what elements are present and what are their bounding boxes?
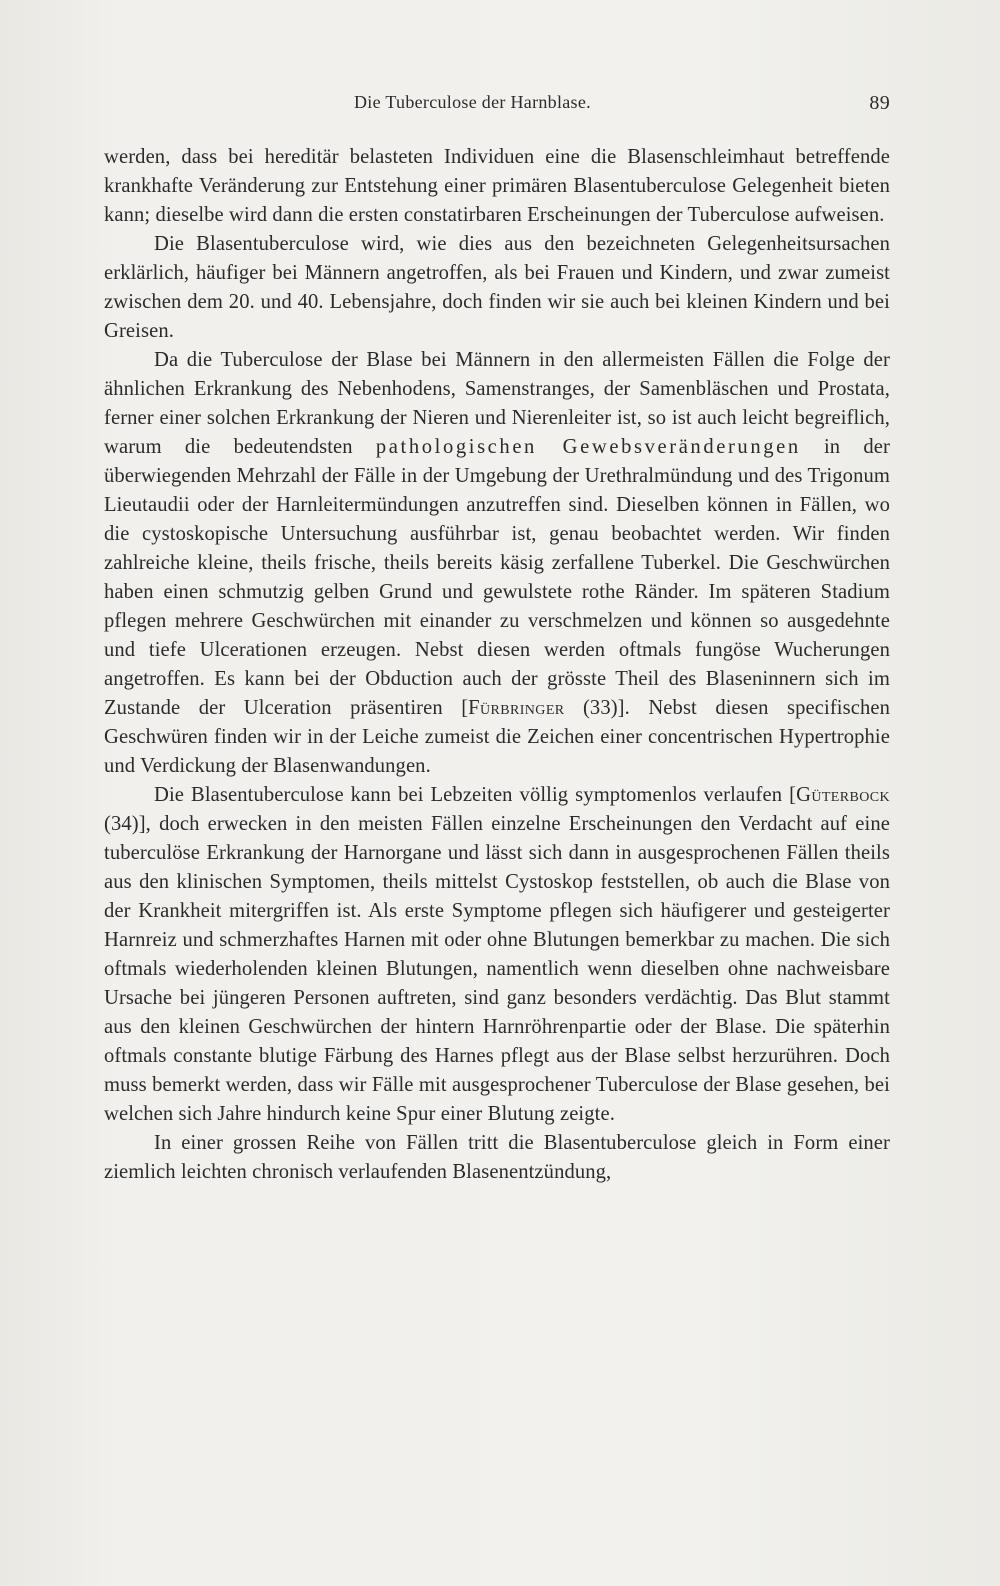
citation-author: Güterbock [796, 784, 890, 806]
paragraph-5: In einer grossen Reihe von Fällen tritt die Blasentuberculose gleich in Form einer ziemlich leichten chronisch verlaufenden Blasenentzündung, [104, 1132, 890, 1183]
page-number: 89 [869, 92, 890, 114]
paragraph-3-part-b: in der überwiegenden Mehrzahl der Fälle in der Umgebung der Urethralmündung und des Trigonum Lieutaudii oder der Harnleitermündungen anzutreffen sind. Dieselben können in Fällen, wo die cystoskopische Untersuchung ausführbar ist, genau beobachtet werden. Wir finden zahlreiche kleine, theils frische, theils bereits käsig zerfallene Tuberkel. Die Geschwürchen haben einen schmutzig gelben Grund und gewulstete rothe Ränder. Im späteren Stadium pflegen mehrere Geschwürchen mit einander zu verschmelzen und können so ausgedehnte und tiefe Ulcerationen erzeugen. Nebst diesen werden oftmals fungöse Wucherungen angetroffen. Es kann bei der Obduction auch der grösste Theil des Blaseninnern sich im Zustande der Ulceration präsentiren [ [104, 436, 890, 719]
emphasized-phrase: pathologischen Gewebsveränderungen [375, 436, 801, 458]
paragraph-3-part-c: (33)]. Nebst diesen specifischen Geschwüren finden wir in der Leiche zumeist die Zeichen einer concentrischen Hypertrophie und Verdickung der Blasenwandungen. [104, 697, 890, 777]
running-head [104, 92, 890, 118]
paragraph-1: werden, dass bei hereditär belasteten Individuen eine die Blasenschleimhaut betreffende krankhafte Veränderung zur Entstehung einer primären Blasentuberculose Gelegenheit bieten kann; dieselbe wird dann die ersten constatirbaren Erscheinungen der Tuberculose aufweisen. [104, 146, 890, 226]
body-text [104, 143, 890, 1187]
paragraph-4-part-a: Die Blasentuberculose kann bei Lebzeiten völlig symptomenlos verlaufen [ [154, 784, 797, 806]
running-title: Die Tuberculose der Harnblase. [354, 92, 591, 112]
paragraph-3-part-a: Da die Tuberculose der Blase bei Männern in den allermeisten Fällen die Folge der ähnlichen Erkrankung des Nebenhodens, Samenstranges, der Samenbläschen und Prostata, ferner einer solchen Erkrankung der Nieren und Nierenleiter ist, so ist auch leicht begreiflich, warum die bedeutendsten [104, 349, 890, 458]
citation-author: Fürbringer [468, 697, 565, 719]
paragraph-4 [104, 781, 890, 1129]
paragraph-2: Die Blasentuberculose wird, wie dies aus den bezeichneten Gelegenheitsursachen erklärlich, häufiger bei Männern angetroffen, als bei Frauen und Kindern, und zwar zumeist zwischen dem 20. und 40. Lebensjahre, doch finden wir sie auch bei kleinen Kindern und bei Greisen. [104, 233, 890, 342]
paragraph-3 [104, 346, 890, 781]
paragraph-4-part-b: (34)], doch erwecken in den meisten Fällen einzelne Erscheinungen den Verdacht auf eine tuberculöse Erkrankung der Harnorgane und lässt sich dann in ausgesprochenen Fällen theils aus den klinischen Symptomen, theils mittelst Cystoskop feststellen, ob auch die Blase von der Krankheit mitergriffen ist. Als erste Symptome pflegen sich häufigerer und gesteigerter Harnreiz und schmerzhaftes Harnen mit oder ohne Blutungen bemerkbar zu machen. Die sich oftmals wiederholenden kleinen Blutungen, namentlich wenn dieselben ohne nachweisbare Ursache bei jüngeren Personen auftreten, sind ganz besonders verdächtig. Das Blut stammt aus den kleinen Geschwürchen der hintern Harnröhrenpartie oder der Blase. Die späterhin oftmals constante blutige Färbung des Harnes pflegt aus der Blase selbst herzurühren. Doch muss bemerkt werden, dass wir Fälle mit ausgesprochener Tuberculose der Blase gesehen, bei welchen sich Jahre hindurch keine Spur einer Blutung zeigte. [104, 813, 890, 1125]
